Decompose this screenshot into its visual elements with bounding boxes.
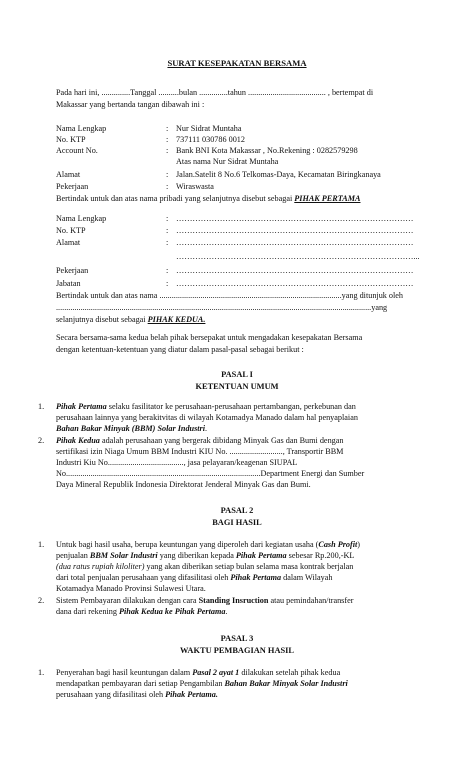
standing-instruction-term: Standing Insruction	[198, 596, 269, 605]
text-run: dana dari rekening	[56, 607, 119, 616]
agreement-line-1: Secara bersama-sama kedua belah pihak bersepakat untuk mengadakan kesepakatan Bersama	[56, 333, 363, 342]
pasal1-item2-line-2: sertifikasi izin Niaga Umum BBM Industri KIU No. .........................., Transportir BBM	[56, 447, 344, 456]
pasal1-item2-line-3: Industri Kiu No....................................., jasa pelayaran/keagenan SIUPAL	[56, 458, 298, 467]
pasal2-item1-line-4	[56, 573, 332, 583]
p2-acting-line-3	[56, 315, 205, 325]
p2-address-dots: ……………………………………………………………………………	[176, 238, 414, 247]
intro-line-1: Pada hari ini, ..............Tanggal ..........bulan ..............tahun ...................................... , bertempat di	[56, 88, 374, 97]
pasal3-item1-number: 1.	[38, 668, 45, 677]
colon: :	[166, 146, 169, 155]
pasal2-item1-line-1	[56, 540, 360, 550]
p2-address-dots-2: ……………………………………………………………………………...	[176, 252, 420, 261]
pasal3-item1-line-1	[56, 668, 340, 678]
colon: :	[166, 135, 169, 144]
document-title: SURAT KESEPAKATAN BERSAMA	[167, 58, 307, 68]
pasal-reference: Pasal 2 ayat 1	[192, 668, 240, 677]
text-run: .	[225, 607, 228, 616]
pasal1-item2-line-1	[56, 436, 343, 446]
text-run: sebesar Rp.200,-KL	[286, 551, 355, 560]
p2-job-dots: ……………………………………………………………………………	[176, 266, 414, 275]
pasal1-item1-line-1	[56, 402, 356, 412]
text-run: adalah perusahaan yang bergerak dibidang Minyak Gas dan Bumi dengan	[99, 436, 344, 445]
p1-address-label: Alamat	[56, 170, 81, 179]
text-run: yang akan diberikan setiap bulan selama masa kontrak berjalan	[144, 562, 354, 571]
pasal3-item1-line-3	[56, 690, 218, 700]
colon: :	[166, 124, 169, 133]
pasal2-item1-number: 1.	[38, 540, 45, 549]
pasal1-subheading: KETENTUAN UMUM	[195, 382, 279, 391]
p1-job-label: Pekerjaan	[56, 182, 89, 191]
bbm-term: Bahan Bakar Minyak (BBM) Solar Industri	[56, 424, 206, 433]
pasal2-item1-line-5: Kotamadya Manado Provinsi Sulawesi Utara.	[56, 584, 206, 593]
colon: :	[166, 182, 169, 191]
text-run: Penyerahan bagi hasil keuntungan dalam	[56, 668, 193, 677]
p1-name-label: Nama Lengkap	[56, 124, 107, 133]
amount-words: (dua ratus rupiah kiloliter)	[56, 562, 145, 571]
p1-job-value: Wiraswasta	[176, 182, 214, 191]
pasal1-item2-line-4: No...............................................................................................Department Energi dan Sumber	[56, 469, 365, 478]
text-run: .	[205, 424, 208, 433]
colon: :	[166, 279, 169, 288]
text-run: perusahaan yang difasilitasi oleh	[56, 690, 166, 699]
pasal3-heading: PASAL 3	[220, 634, 254, 643]
colon: :	[166, 238, 169, 247]
pasal2-subheading: BAGI HASIL	[212, 518, 262, 527]
p1-account-holder: Atas nama Nur Sidrat Muntaha	[176, 157, 279, 166]
intro-line-2: Makassar yang bertanda tangan dibawah ini :	[56, 100, 205, 109]
pasal2-item1-line-2	[56, 551, 354, 561]
pasal1-item1-line-2: perusahaan lainnya yang berakitvitas di wilayah Kotamadya Manado dalam hal penyaplaian	[56, 413, 358, 422]
p2-acting-role: PIHAK KEDUA.	[147, 315, 206, 324]
text-run: yang diberikan kepada	[157, 551, 236, 560]
pasal1-heading: PASAL I	[221, 370, 253, 379]
p1-name-value: Nur Sidrat Muntaha	[176, 124, 242, 133]
pasal1-item1-number: 1.	[38, 402, 45, 411]
p2-ktp-dots: ……………………………………………………………………………	[176, 226, 414, 235]
p1-ktp-label: No. KTP	[56, 135, 86, 144]
p2-acting-line-1: Bertindak untuk dan atas nama .........................................................................................yang ditunjuk oleh	[56, 291, 404, 300]
p1-account-label: Account No.	[56, 146, 98, 155]
p2-acting-text: selanjutnya disebut sebagai	[56, 315, 148, 324]
pasal1-item1-line-3	[56, 424, 207, 434]
text-run: )	[357, 540, 361, 549]
agreement-line-2: dengan ketentuan-ketentuan yang diatur dalam pasal-pasal sebagai berikut :	[56, 345, 304, 354]
p1-acting-statement	[56, 194, 360, 204]
pihak-kedua-term: Pihak Kedua	[56, 436, 100, 445]
p2-position-label: Jabatan	[56, 279, 81, 288]
pasal1-item2-line-5: Daya Mineral Republik Indonesia Direktorat Jenderal Minyak Gas dan Bumi.	[56, 480, 311, 489]
colon: :	[166, 226, 169, 235]
text-run: Sistem Pembayaran dilakukan dengan cara	[56, 596, 199, 605]
p1-ktp-value: 737111 030786 0012	[176, 135, 245, 144]
colon: :	[166, 214, 169, 223]
p1-account-value: Bank BNI Kota Makassar , No.Rekening : 0282579298	[176, 146, 358, 155]
pihak-pertama-term: Pihak Pertama.	[165, 690, 218, 699]
pihak-pertama-term: Pihak Pertama	[230, 573, 282, 582]
pihak-pertama-term: Pihak Pertama	[235, 551, 287, 560]
pasal2-item2-number: 2.	[38, 596, 45, 605]
text-run: Untuk bagi hasil usaha, berupa keuntungan yang diperoleh dari kegiatan usaha (	[56, 540, 319, 549]
text-run: atau pemindahan/transfer	[268, 596, 354, 605]
bbm-solar-term: BBM Solar Industri	[89, 551, 158, 560]
p2-address-label: Alamat	[56, 238, 81, 247]
p1-acting-text: Bertindak untuk dan atas nama pribadi yang selanjutnya disebut sebagai	[56, 194, 295, 203]
pasal3-subheading: WAKTU PEMBAGIAN HASIL	[179, 646, 294, 655]
text-run: penjualan	[56, 551, 90, 560]
p2-position-dots: ……………………………………………………………………………	[176, 279, 414, 288]
text-run: mendapatkan pembayaran dari setiap Pengambilan	[56, 679, 225, 688]
p1-address-value: Jalan.Satelit 8 No.6 Telkomas-Daya, Kecamatan Biringkanaya	[176, 170, 381, 179]
text-run: selaku fasilitator ke perusahaan-perusahaan pertambangan, perkebunan dan	[106, 402, 356, 411]
pasal2-item2-line-2	[56, 607, 227, 617]
pasal2-heading: PASAL 2	[220, 506, 254, 515]
p2-name-label: Nama Lengkap	[56, 214, 107, 223]
p2-job-label: Pekerjaan	[56, 266, 89, 275]
text-run: dari total penjualan perusahaan yang difasilitasi oleh	[56, 573, 231, 582]
pasal2-item1-line-3	[56, 562, 353, 572]
transfer-parties-term: Pihak Kedua ke Pihak Pertama	[118, 607, 226, 616]
pasal1-item2-number: 2.	[38, 436, 45, 445]
p2-ktp-label: No. KTP	[56, 226, 86, 235]
p1-acting-role: PIHAK PERTAMA	[294, 194, 361, 203]
p2-acting-line-2: ..........................................................................................................................................................yang	[56, 303, 388, 312]
bbm-solar-term: Bahan Bakar Minyak Solar Industri	[224, 679, 348, 688]
colon: :	[166, 170, 169, 179]
cash-profit-term: Cash Profit	[318, 540, 358, 549]
p2-name-dots: ……………………………………………………………………………	[176, 214, 414, 223]
colon: :	[166, 266, 169, 275]
text-run: dilakukan setelah pihak kedua	[239, 668, 341, 677]
pasal3-item1-line-2	[56, 679, 348, 689]
pasal2-item2-line-1	[56, 596, 353, 606]
text-run: dalam Wilayah	[281, 573, 333, 582]
pihak-pertama-term: Pihak Pertama	[56, 402, 107, 411]
